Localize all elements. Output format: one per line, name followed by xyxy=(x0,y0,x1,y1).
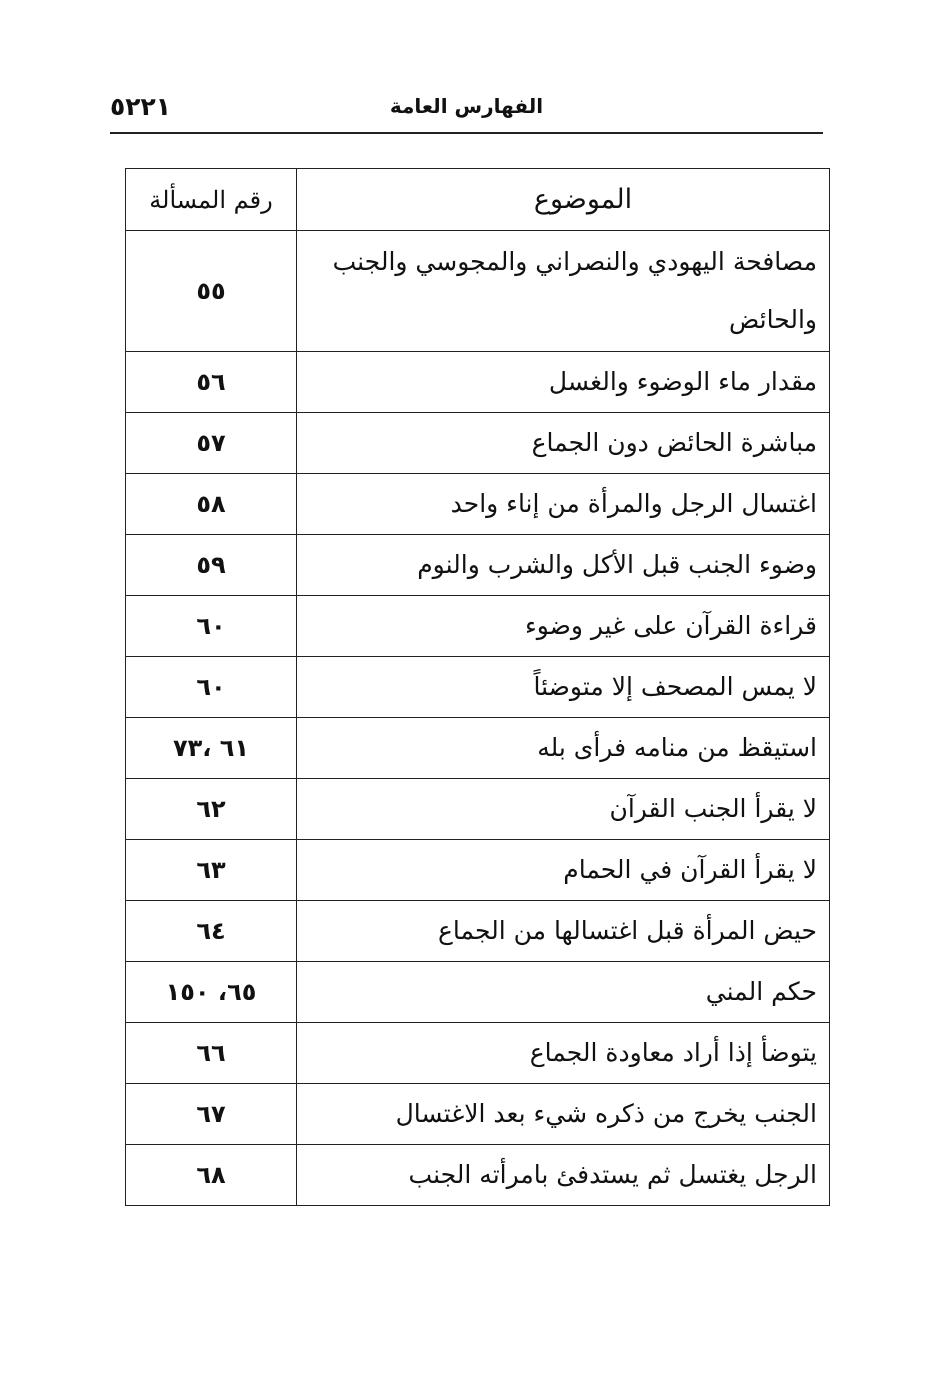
topic-cell: استيقظ من منامه فرأى بله xyxy=(297,718,830,779)
table-row xyxy=(126,596,830,657)
issue-number-cell: ٦٧ xyxy=(126,1084,297,1145)
table-header-row xyxy=(126,169,830,231)
issue-number-cell: ٦٠ xyxy=(126,596,297,657)
issue-number-cell: ٥٦ xyxy=(126,352,297,413)
page-header xyxy=(110,88,823,134)
topic-cell: مباشرة الحائض دون الجماع xyxy=(297,413,830,474)
table-row xyxy=(126,779,830,840)
issue-number-cell: ٦١ ،٧٣ xyxy=(126,718,297,779)
issue-number-cell: ٥٨ xyxy=(126,474,297,535)
topic-cell: لا يقرأ الجنب القرآن xyxy=(297,779,830,840)
issue-number-cell: ٦٥، ١٥٠ xyxy=(126,962,297,1023)
issue-number-cell: ٦٤ xyxy=(126,901,297,962)
topic-cell: مصافحة اليهودي والنصراني والمجوسي والجنب والحائض xyxy=(297,231,830,352)
issue-number-cell: ٦٠ xyxy=(126,657,297,718)
table-row xyxy=(126,840,830,901)
table-row xyxy=(126,901,830,962)
issue-number-cell: ٥٧ xyxy=(126,413,297,474)
table-row xyxy=(126,352,830,413)
issue-number-cell: ٦٦ xyxy=(126,1023,297,1084)
table-row xyxy=(126,231,830,352)
topic-cell: مقدار ماء الوضوء والغسل xyxy=(297,352,830,413)
topic-cell: وضوء الجنب قبل الأكل والشرب والنوم xyxy=(297,535,830,596)
issue-number-cell: ٥٩ xyxy=(126,535,297,596)
table-row xyxy=(126,1023,830,1084)
topic-cell: حيض المرأة قبل اغتسالها من الجماع xyxy=(297,901,830,962)
table-row xyxy=(126,474,830,535)
table-row xyxy=(126,1145,830,1206)
topic-cell: اغتسال الرجل والمرأة من إناء واحد xyxy=(297,474,830,535)
issue-number-cell: ٦٢ xyxy=(126,779,297,840)
running-title: الفهارس العامة xyxy=(389,94,544,118)
issue-number-cell: ٥٥ xyxy=(126,231,297,352)
issue-number-cell: ٦٨ xyxy=(126,1145,297,1206)
topic-cell: لا يمس المصحف إلا متوضئاً xyxy=(297,657,830,718)
topic-cell: يتوضأ إذا أراد معاودة الجماع xyxy=(297,1023,830,1084)
table-row xyxy=(126,413,830,474)
table-row xyxy=(126,535,830,596)
table-row xyxy=(126,1084,830,1145)
topic-cell: لا يقرأ القرآن في الحمام xyxy=(297,840,830,901)
issue-number-cell: ٦٣ xyxy=(126,840,297,901)
column-header-topic: الموضوع xyxy=(297,169,830,231)
table-row xyxy=(126,962,830,1023)
table-row xyxy=(126,718,830,779)
table-row xyxy=(126,657,830,718)
column-header-issue-number: رقم المسألة xyxy=(126,169,297,231)
page-number: ٥٢٢١ xyxy=(110,92,172,121)
topic-cell: الجنب يخرج من ذكره شيء بعد الاغتسال xyxy=(297,1084,830,1145)
topic-cell: حكم المني xyxy=(297,962,830,1023)
index-table xyxy=(125,168,830,1206)
topic-cell: قراءة القرآن على غير وضوء xyxy=(297,596,830,657)
topic-cell: الرجل يغتسل ثم يستدفئ بامرأته الجنب xyxy=(297,1145,830,1206)
